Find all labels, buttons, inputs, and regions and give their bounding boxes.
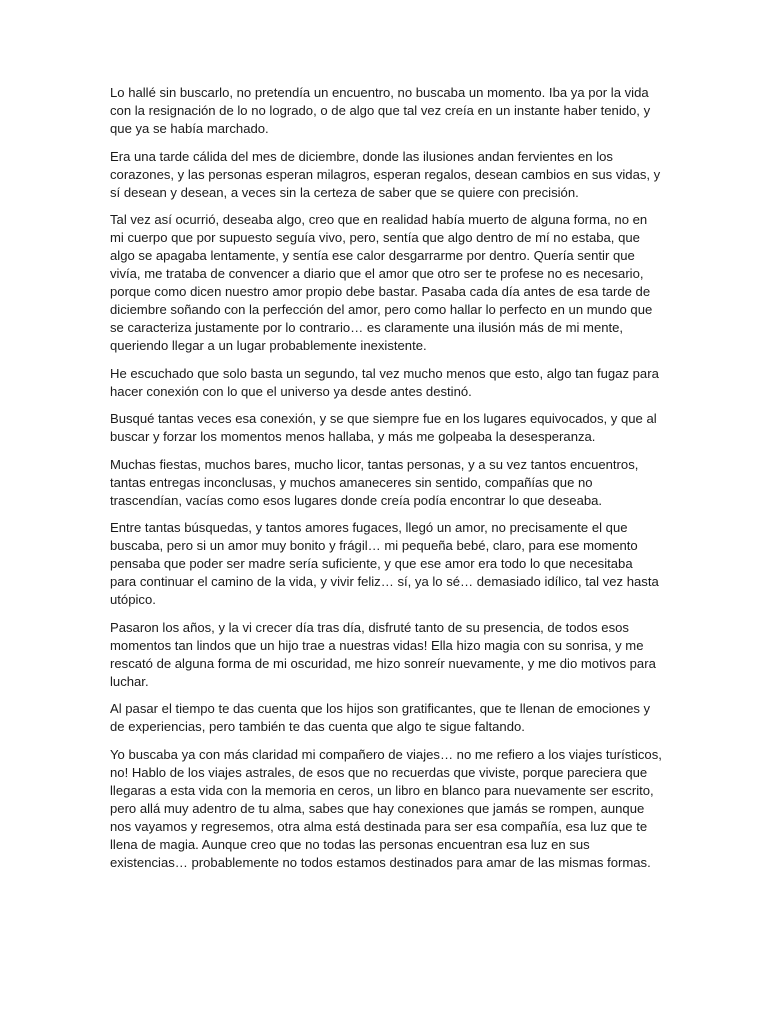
paragraph-7: Entre tantas búsquedas, y tantos amores fugaces, llegó un amor, no precisamente el que buscaba, pero si un amor muy bonito y frágil… mi pequeña bebé, claro, para ese momento pensaba que poder ser madre sería suficiente, y que ese amor era todo lo que necesitaba para continuar el camino de la vida, y vivir feliz… sí, ya lo sé… demasiado idílico, tal vez hasta utópico. xyxy=(110,520,659,607)
paragraph-3: Tal vez así ocurrió, deseaba algo, creo que en realidad había muerto de alguna forma, no en mi cuerpo que por supuesto seguía vivo, pero, sentía que algo dentro de mí no estaba, que algo se apagaba lentamente, y sentía ese calor desgarrarme por dentro. Quería sentir que vivía, me trataba de convencer a diario que el amor que otro ser te profese no es necesario, porque como dicen nuestro amor propio debe bastar. Pasaba cada día antes de esa tarde de diciembre soñando con la perfección del amor, pero como hallar lo perfecto en un mundo que se caracteriza justamente por lo contrario… es claramente una ilusión más de mi mente, queriendo llegar a un lugar probablemente inexistente. xyxy=(110,212,653,353)
document-page xyxy=(110,84,662,881)
paragraph-2: Era una tarde cálida del mes de diciembre, donde las ilusiones andan fervientes en los corazones, y las personas esperan milagros, esperan regalos, desean cambios en sus vidas, y sí desean y desean, a veces sin la certeza de saber que se quiere con precisión. xyxy=(110,148,661,200)
paragraph-9: Al pasar el tiempo te das cuenta que los hijos son gratificantes, que te llenan de emociones y de experiencias, pero también te das cuenta que algo te sigue faltando. xyxy=(110,701,651,734)
paragraph-10: Yo buscaba ya con más claridad mi compañero de viajes… no me refiero a los viajes turísticos, no! Hablo de los viajes astrales, de esos que no recuerdas que viviste, porque pareciera que llegaras a esta vida con la memoria en ceros, un libro en blanco para nuevamente ser escrito, pero allá muy adentro de tu alma, sabes que hay conexiones que jamás se rompen, aunque nos vayamos y regresemos, otra alma está destinada para ser esa compañía, esa luz que te llena de magia. Aunque creo que no todas las personas encuentran esa luz en sus existencias… probablemente no todos estamos destinados para amar de las mismas formas. xyxy=(110,746,662,870)
paragraph-4: He escuchado que solo basta un segundo, tal vez mucho menos que esto, algo tan fugaz para hacer conexión con lo que el universo ya desde antes destinó. xyxy=(110,365,659,399)
paragraph-5: Busqué tantas veces esa conexión, y se que siempre fue en los lugares equivocados, y que al buscar y forzar los momentos menos hallaba, y más me golpeaba la desesperanza. xyxy=(110,411,657,444)
paragraph-8: Pasaron los años, y la vi crecer día tras día, disfruté tanto de su presencia, de todos esos momentos tan lindos que un hijo trae a nuestras vidas! Ella hizo magia con su sonrisa, y me rescató de alguna forma de mi oscuridad, me hizo sonreír nuevamente, y me dio motivos para luchar. xyxy=(110,619,656,689)
paragraph-6: Muchas fiestas, muchos bares, mucho licor, tantas personas, y a su vez tantos encuentros, tantas entregas inconclusas, y muchos amaneceres sin sentido, compañías que no trascendían, vacías como esos lugares donde creía podía encontrar lo que deseaba. xyxy=(110,456,639,508)
paragraph-1: Lo hallé sin buscarlo, no pretendía un encuentro, no buscaba un momento. Iba ya por la vida con la resignación de lo no logrado, o de algo que tal vez creía en un instante haber tenido, y que ya se había marchado. xyxy=(110,85,651,136)
